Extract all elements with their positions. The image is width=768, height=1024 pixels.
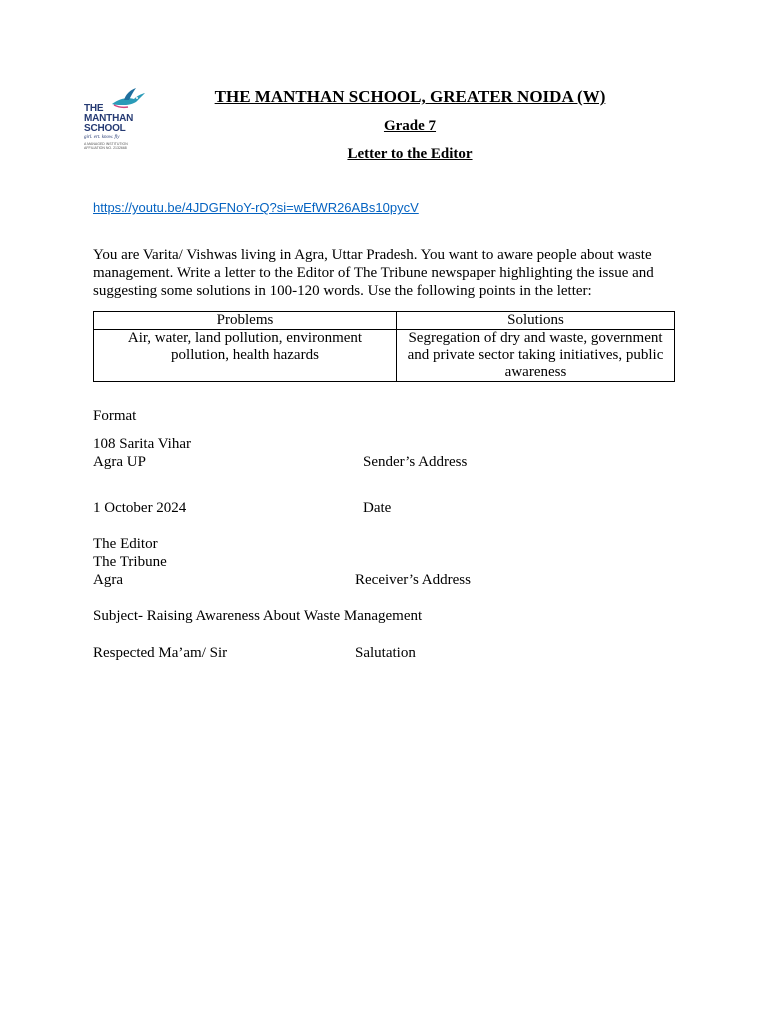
logo-tagline: girl. ert. know. fly <box>84 135 120 140</box>
logo-line: MANTHAN <box>84 113 134 124</box>
cell-line: pollution, health hazards <box>171 347 319 363</box>
grade-heading: Grade 7 <box>383 118 437 134</box>
table-header-row <box>94 312 675 330</box>
letter-date: 1 October 2024 <box>93 500 187 516</box>
cell-line: and private sector taking initiatives, public <box>407 347 664 363</box>
logo-affiliation <box>84 142 128 150</box>
cell-line: Air, water, land pollution, environment <box>127 330 363 346</box>
logo-small-line: AFFILIATION NO. 2132668 <box>84 146 127 150</box>
school-title: THE MANTHAN SCHOOL, GREATER NOIDA (W) <box>214 87 606 106</box>
solutions-cell <box>397 330 675 382</box>
sender-address-label: Sender’s Address <box>363 454 468 470</box>
table-row <box>94 330 675 382</box>
prompt-line: You are Varita/ Vishwas living in Agra, Uttar Pradesh. You want to aware people about waste <box>93 247 652 263</box>
problems-header: Problems <box>94 312 397 330</box>
solutions-header: Solutions <box>397 312 675 330</box>
letter-title: Letter to the Editor <box>347 146 473 162</box>
problems-cell <box>94 330 397 382</box>
video-link[interactable]: https://youtu.be/4JDGFNoY-rQ?si=wEfWR26ABs10pycV <box>93 200 419 215</box>
logo-wordmark <box>84 104 133 134</box>
prompt-line: suggesting some solutions in 100-120 words. Use the following points in the letter: <box>93 283 592 299</box>
cell-line: Segregation of dry and waste, government <box>408 330 663 346</box>
task-prompt <box>93 246 683 300</box>
format-heading: Format <box>93 408 137 424</box>
logo-small-line: A MANAGED INSTITUTION <box>84 142 128 146</box>
logo-line: SCHOOL <box>84 123 126 134</box>
sender-address-line: 108 Sarita Vihar <box>93 436 191 452</box>
salutation: Respected Ma’am/ Sir <box>93 645 228 661</box>
prompt-line: management. Write a letter to the Editor of The Tribune newspaper highlighting the issue and <box>93 265 654 281</box>
points-table <box>93 311 675 382</box>
subject-line: Subject- Raising Awareness About Waste Management <box>93 608 423 624</box>
receiver-address-label: Receiver’s Address <box>355 572 471 588</box>
logo-line: THE <box>84 103 104 114</box>
school-logo <box>84 88 146 152</box>
receiver-address-line: The Tribune <box>93 554 167 570</box>
receiver-address-line: Agra <box>93 572 123 588</box>
cell-line: awareness <box>504 364 567 380</box>
receiver-address-line: The Editor <box>93 536 158 552</box>
sender-address-line: Agra UP <box>93 454 146 470</box>
salutation-label: Salutation <box>355 645 416 661</box>
date-label: Date <box>363 500 392 516</box>
